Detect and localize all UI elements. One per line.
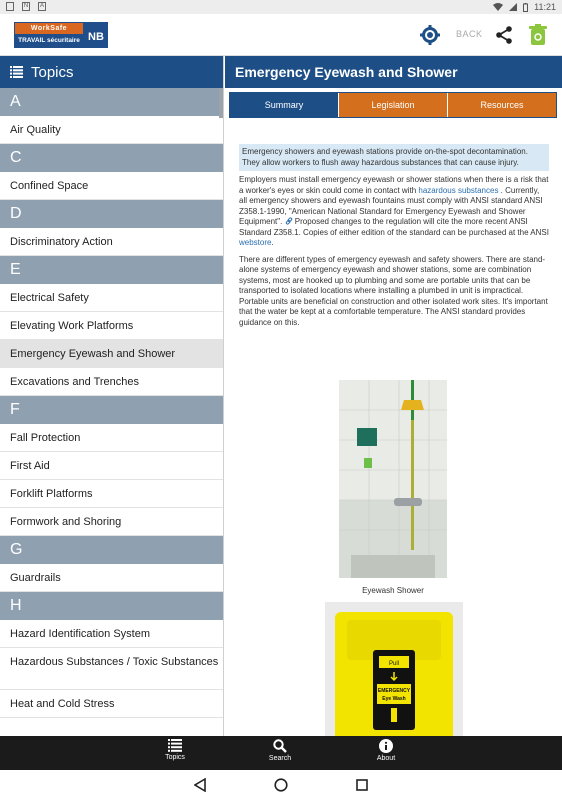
battery-icon bbox=[523, 3, 528, 12]
topics-header bbox=[0, 56, 223, 88]
topic-item[interactable]: First Aid bbox=[0, 452, 223, 480]
nav-about[interactable] bbox=[356, 739, 416, 762]
letter-header-g: G bbox=[0, 536, 223, 564]
paragraph-types: There are different types of emergency eyewash and safety showers. There are stand-alone systems of emergency eyewash and shower stations, some are combination systems, most are hooked up to plumbing and some are portable units that can be transported to isolated locations where installing a plumbed in unit is impractical. Portable units are beneficial on construction and other isolated work sites. It's important that the water be kept at a comfortable temperature. The ANSI standard provides guidance on this. bbox=[239, 254, 548, 327]
logo-line2: TRAVAIL sécuritaire bbox=[15, 34, 83, 47]
eyewash-shower-image bbox=[339, 380, 447, 578]
signal-icon bbox=[509, 3, 517, 11]
settings-button[interactable] bbox=[420, 25, 440, 45]
topic-item[interactable]: Hazardous Substances / Toxic Substances bbox=[0, 648, 223, 690]
detail-panel bbox=[225, 56, 562, 736]
list-icon bbox=[10, 66, 23, 78]
topic-item[interactable]: Hazard Identification System bbox=[0, 620, 223, 648]
letter-header-f: F bbox=[0, 396, 223, 424]
logo-line1: WorkSafe bbox=[15, 23, 83, 34]
tab-resources[interactable]: Resources bbox=[447, 93, 556, 117]
system-nav bbox=[0, 770, 562, 800]
nav-about-label: About bbox=[376, 755, 396, 762]
paragraph-requirements bbox=[239, 175, 549, 249]
topic-item[interactable]: Formwork and Shoring bbox=[0, 508, 223, 536]
image-icon bbox=[6, 2, 14, 11]
para-text: Proposed changes to the regulation will cite the more recent ANSI Standard Z358.1. Copies of either edition of the standard can be purchased at the ANSI bbox=[239, 217, 549, 237]
eyewash-shower-caption: Eyewash Shower bbox=[362, 586, 424, 595]
letter-header-a: A bbox=[0, 88, 223, 116]
home-nav-button[interactable] bbox=[274, 778, 288, 792]
logo-badge: NB bbox=[84, 22, 108, 48]
worksafe-logo bbox=[14, 22, 110, 48]
letter-header-c: C bbox=[0, 144, 223, 172]
sign-pull-text: Pull bbox=[388, 661, 400, 667]
topics-list[interactable] bbox=[0, 88, 223, 736]
eye-wash-station-image bbox=[325, 602, 463, 736]
n-icon: N bbox=[23, 3, 29, 9]
sign-emergency-text: EMERGENCY bbox=[377, 688, 411, 694]
bottom-nav bbox=[0, 736, 562, 770]
back-button[interactable]: BACK bbox=[456, 29, 483, 39]
share-button[interactable] bbox=[494, 25, 514, 45]
detail-title: Emergency Eyewash and Shower bbox=[225, 56, 562, 88]
topic-item[interactable]: Excavations and Trenches bbox=[0, 368, 223, 396]
detail-tabs bbox=[229, 92, 557, 118]
nav-search[interactable] bbox=[250, 739, 310, 762]
para-text: . Currently, all emergency showers and eyewash fountains must comply with ANSI standard ANSI Z358.1-1990, "American National Standard for Emergency Eyewash and Shower Equipment". bbox=[239, 185, 543, 226]
nav-topics[interactable] bbox=[145, 739, 205, 761]
tab-legislation[interactable]: Legislation bbox=[338, 93, 447, 117]
letter-header-d: D bbox=[0, 200, 223, 228]
topic-item-selected[interactable]: Emergency Eyewash and Shower bbox=[0, 340, 223, 368]
info-icon bbox=[379, 739, 393, 753]
list-icon bbox=[168, 739, 182, 752]
status-bar bbox=[0, 0, 562, 14]
topic-item[interactable]: Elevating Work Platforms bbox=[0, 312, 223, 340]
wifi-icon bbox=[493, 3, 503, 11]
recents-nav-button[interactable] bbox=[356, 779, 368, 791]
para-text: Employers must install emergency eyewash or shower stations when there is a risk that a worker's eyes or skin could come in contact with bbox=[239, 175, 549, 195]
intro-callout: Emergency showers and eyewash stations provide on-the-spot decontamination. They allow workers to flush away hazardous substances that can cause injury. bbox=[239, 144, 549, 171]
link-icon bbox=[285, 217, 293, 225]
topic-item[interactable]: Confined Space bbox=[0, 172, 223, 200]
search-icon bbox=[273, 739, 287, 753]
scrollbar-thumb[interactable] bbox=[219, 88, 223, 118]
letter-header-e: E bbox=[0, 256, 223, 284]
sign-eyewash-text: Eye Wash bbox=[382, 696, 406, 702]
nav-search-label: Search bbox=[268, 755, 292, 762]
topic-item[interactable]: Guardrails bbox=[0, 564, 223, 592]
para-text: . bbox=[271, 238, 274, 247]
tab-summary[interactable]: Summary bbox=[230, 93, 338, 117]
share-icon bbox=[494, 25, 514, 45]
topic-item[interactable]: Air Quality bbox=[0, 116, 223, 144]
hazardous-substances-link[interactable]: hazardous substances bbox=[418, 185, 499, 195]
app-bar bbox=[0, 14, 562, 56]
status-time: 11:21 bbox=[534, 2, 556, 12]
topics-title: Topics bbox=[31, 63, 74, 81]
topic-item[interactable]: Fall Protection bbox=[0, 424, 223, 452]
nav-topics-label: Topics bbox=[165, 754, 185, 761]
webstore-link[interactable]: webstore bbox=[239, 238, 272, 247]
topic-item[interactable]: Discriminatory Action bbox=[0, 228, 223, 256]
a-icon: A bbox=[39, 3, 44, 9]
topics-panel bbox=[0, 56, 224, 736]
topic-item[interactable]: Electrical Safety bbox=[0, 284, 223, 312]
topic-item[interactable]: Heat and Cold Stress bbox=[0, 690, 223, 718]
letter-header-h: H bbox=[0, 592, 223, 620]
recycle-bin-icon bbox=[528, 24, 548, 46]
back-nav-button[interactable] bbox=[194, 778, 206, 792]
topic-item[interactable]: Forklift Platforms bbox=[0, 480, 223, 508]
summary-content bbox=[239, 144, 549, 334]
recycle-bin-button[interactable] bbox=[528, 24, 548, 46]
gear-icon bbox=[420, 25, 440, 45]
